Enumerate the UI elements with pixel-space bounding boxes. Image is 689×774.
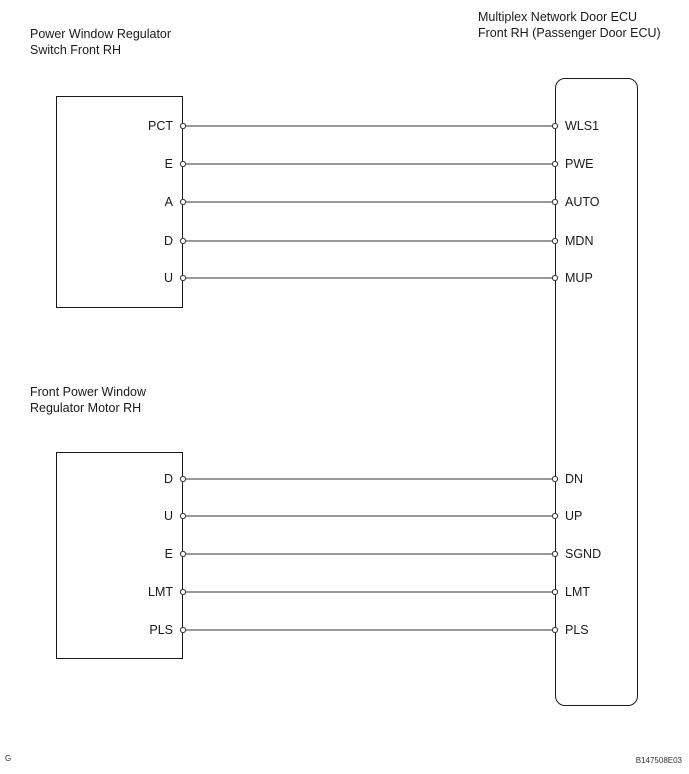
ecu-pin-sgnd: SGND — [565, 547, 602, 561]
wire-pct-wls1 — [180, 123, 557, 128]
ecu-pin-lmt: LMT — [565, 585, 590, 599]
ecu-pin-pls: PLS — [565, 623, 589, 637]
ecu-title-line-1: Multiplex Network Door ECU — [478, 10, 638, 24]
wire-u-mup — [180, 275, 557, 280]
ecu-pin-mup: MUP — [565, 271, 593, 285]
ecu-pin-auto: AUTO — [565, 195, 600, 209]
switch-title — [30, 26, 171, 58]
switch-pin-u: U — [163, 271, 173, 285]
motor-title-line-1: Front Power Window — [30, 385, 147, 399]
switch-pin-pct: PCT — [148, 119, 173, 133]
ecu-title-line-2: Front RH (Passenger Door ECU) — [478, 26, 661, 40]
ecu-pin-up: UP — [565, 509, 583, 523]
ecu-pin-mdn: MDN — [565, 234, 594, 248]
switch-title-line-1: Power Window Regulator — [30, 27, 172, 41]
switch-pin-e: E — [164, 157, 173, 171]
ecu-component-box — [555, 78, 638, 706]
motor-title — [30, 384, 146, 416]
motor-title-line-2: Regulator Motor RH — [30, 401, 142, 415]
wire-d-mdn — [180, 238, 557, 243]
motor-pin-e: E — [164, 547, 173, 561]
ecu-title — [478, 9, 661, 41]
motor-pin-lmt: LMT — [148, 585, 173, 599]
motor-pin-u: U — [163, 509, 173, 523]
footer-left-mark: G — [5, 754, 12, 763]
motor-pin-d: D — [163, 472, 173, 486]
ecu-pin-pwe: PWE — [565, 157, 594, 171]
wire-a-auto — [180, 199, 557, 204]
wire-lmt-lmt — [180, 589, 557, 594]
ecu-pin-dn: DN — [565, 472, 584, 486]
figure-code: B147508E03 — [635, 756, 682, 765]
switch-title-line-2: Switch Front RH — [30, 43, 121, 57]
wire-u-up — [180, 513, 557, 518]
motor-pin-pls: PLS — [149, 623, 173, 637]
switch-pin-a: A — [164, 195, 173, 209]
ecu-pin-wls1: WLS1 — [565, 119, 600, 133]
wire-pls-pls — [180, 627, 557, 632]
switch-pin-d: D — [163, 234, 173, 248]
wire-e-pwe — [180, 161, 557, 166]
wire-d-dn — [180, 476, 557, 481]
wire-e-sgnd — [180, 551, 557, 556]
